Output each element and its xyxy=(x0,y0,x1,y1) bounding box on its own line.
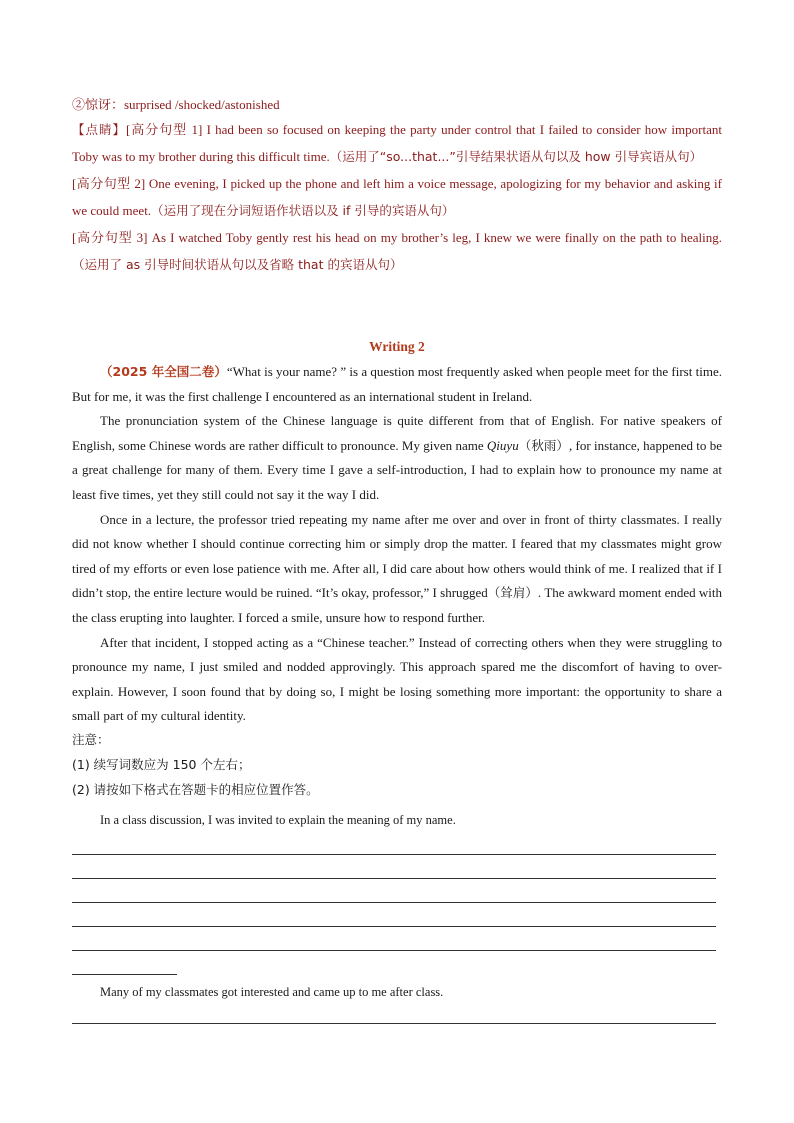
sentence-label-2: [高分句型 2] xyxy=(72,176,146,191)
highlight-tag: 【点睛】 xyxy=(72,122,126,137)
given-name: Qiuyu xyxy=(486,437,519,453)
paragraph-2 xyxy=(72,409,722,507)
paragraph-2-text-b: , for instance, happened to be a great challenge for many of them. Every time I gave a self-introduction, I had to explain how to pronounce my name at least five times, yet they still could not say it the way I did. xyxy=(72,437,722,502)
answer-line-short[interactable] xyxy=(72,974,177,975)
highlight-sentence-3 xyxy=(72,224,722,278)
paragraph-4-text: After that incident, I stopped acting as a “Chinese teacher.” Instead of correcting others when they were struggling to pronounce my name, I just smiled and nodded approvingly. This approach spared me the discomfort of having to over-explain. However, I soon found that by doing so, I might be losing something more important: the opportunity to share a small part of my cultural identity. xyxy=(72,634,722,724)
sentence-label-1: [高分句型 1] xyxy=(125,122,203,137)
sentence-note-3: （运用了 as 引导时间状语从句以及省略 that 的宾语从句） xyxy=(72,257,403,272)
paragraph-1-text: “What is your name? ” is a question most frequently asked when people meet for the first time. But for me, it was the first challenge I encountered as an international student in Ireland. xyxy=(72,364,722,404)
highlight-sentence-2 xyxy=(72,170,722,224)
paragraph-3-text-b: . The awkward moment ended with the class erupting into laughter. I forced a smile, unsure how to respond further. xyxy=(72,585,722,625)
answer-line-2[interactable] xyxy=(72,878,716,879)
note-1: (1) 续写词数应为 150 个左右； xyxy=(72,757,251,772)
sentence-label-3: [高分句型 3] xyxy=(72,230,148,245)
reading-passage xyxy=(72,360,722,729)
highlight-sentence-1 xyxy=(72,116,722,170)
answer-line-4[interactable] xyxy=(72,926,716,927)
answer-line-5[interactable] xyxy=(72,950,716,951)
sentence-note-2: （运用了现在分词短语作状语以及 if 引导的宾语从句） xyxy=(151,203,455,218)
paragraph-3-text-a: Once in a lecture, the professor tried repeating my name after me over and over in front of thirty classmates. I really did not know whether I should continue correcting him or simply drop the matter. I feared that my classmates might grow tired of my efforts or even lose patience with me. After all, I did care about how others would think of me. I realized that if I didn’t stop, the entire lecture would be ruined. “It’s okay, professor,” I shrugged xyxy=(72,511,722,601)
continuation-prompt-1: In a class discussion, I was invited to explain the meaning of my name. xyxy=(100,813,456,827)
shrug-chinese: （耸肩） xyxy=(487,585,538,601)
paragraph-4 xyxy=(72,631,722,729)
given-name-chinese: （秋雨） xyxy=(518,437,569,453)
vocab-term: ②惊讶：surprised /shocked/astonished xyxy=(72,97,280,112)
sentence-text-2: One evening, I picked up the phone and left him a voice message, apologizing for my behavior and asking if we could meet. xyxy=(72,176,722,218)
paragraph-1 xyxy=(72,360,722,409)
vocab-item xyxy=(72,94,722,116)
instructions xyxy=(72,727,722,830)
section-title: Writing 2 xyxy=(369,339,425,354)
sentence-text-3: As I watched Toby gently rest his head on my brother’s leg, I knew we were finally on the path to healing. xyxy=(151,230,722,245)
answer-line-1[interactable] xyxy=(72,854,716,855)
answer-line-6[interactable] xyxy=(72,1023,716,1024)
sentence-note-1: （运用了“so...that...”引导结果状语从句以及 how 引导宾语从句） xyxy=(329,149,703,164)
paragraph-2-text-a: The pronunciation system of the Chinese language is quite different from that of English. For native speakers of English, some Chinese words are rather difficult to pronounce. My given name xyxy=(72,413,722,453)
note-2: (2) 请按如下格式在答题卡的相应位置作答。 xyxy=(72,782,319,797)
answer-line-3[interactable] xyxy=(72,902,716,903)
continuation-prompt-2: Many of my classmates got interested and came up to me after class. xyxy=(100,985,444,999)
paragraph-3 xyxy=(72,508,722,631)
notes-heading: 注意： xyxy=(72,732,110,747)
sentence-text-1: I had been so focused on keeping the party under control that I failed to consider how important Toby was to my brother during this difficult time. xyxy=(72,122,722,164)
source-label: （2025 年全国二卷） xyxy=(100,364,227,379)
document-page xyxy=(72,94,722,999)
